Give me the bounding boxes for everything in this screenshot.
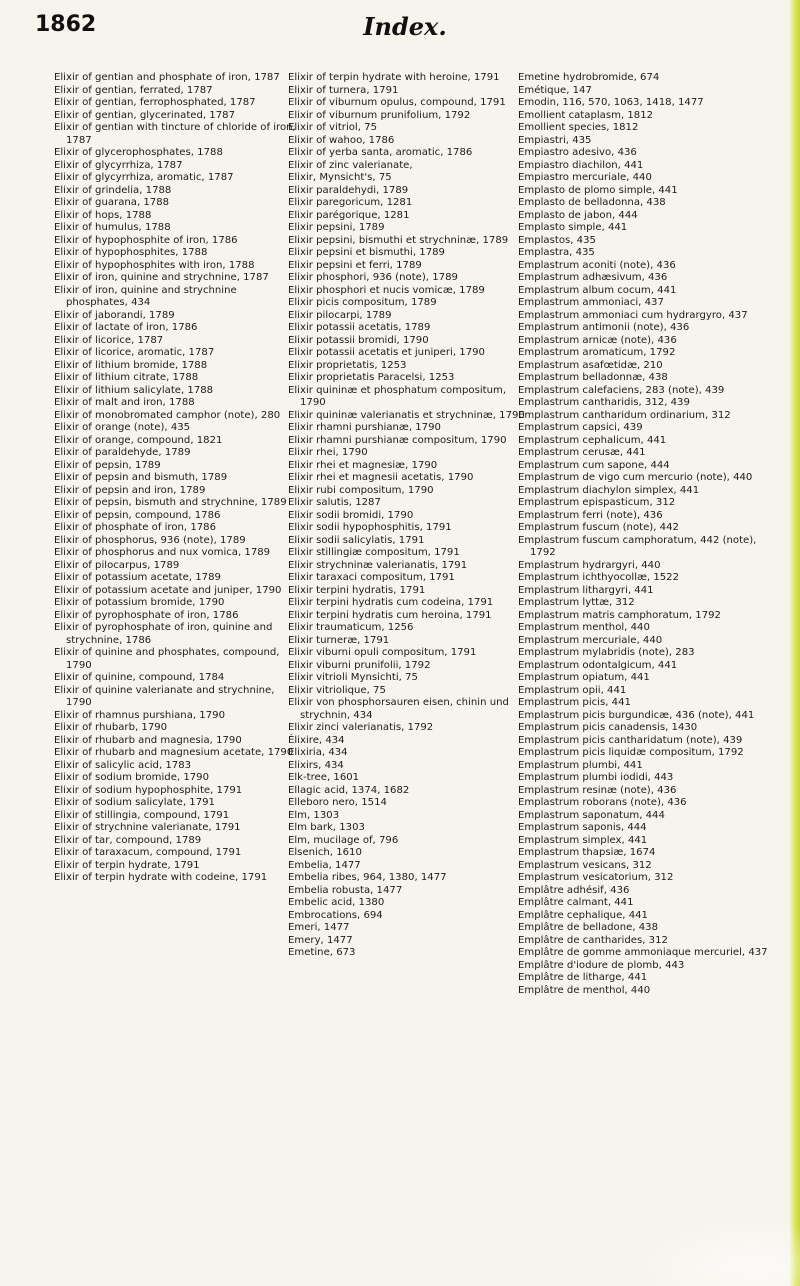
index-entry: Elixir of iron, quinine and strychnine, 1787 [54,272,269,283]
index-entry: Elixir rhei, 1790 [288,447,368,458]
index-entry: Emplastrum album cocum, 441 [518,284,677,296]
index-entry: Elixir of zinc valerianate, [288,159,413,171]
index-entry: Elixir of pyrophosphate of iron, quinine and strychnine, 1786 [54,622,273,646]
index-entry: Elixir of pepsin and iron, 1789 [54,484,206,496]
index-entry: Elixir of viburnum prunifolium, 1792 [288,109,471,121]
index-entry: Elixir sodii hypophosphitis, 1791 [288,522,452,533]
index-entry: Emplastrum antimonii (note), 436 [518,322,690,333]
index-entry: Emplasto de belladonna, 438 [518,197,666,208]
index-entry: Emplastrum thapsiæ, 1674 [518,847,656,858]
index-entry: Elixir strychninæ valerianatis, 1791 [288,559,468,571]
index-entry: Elixir phosphori et nucis vomicæ, 1789 [288,284,485,296]
index-entry: Elixir of guarana, 1788 [54,197,170,208]
index-entry: Emplastrum saponatum, 444 [518,809,665,821]
index-entry: Elixir pepsini, 1789 [288,222,385,233]
index-entry: Emplastrum hydrargyri, 440 [518,559,661,571]
index-entry: Elixir stillingiæ compositum, 1791 [288,547,460,558]
index-entry: Elixir of sodium hypophosphite, 1791 [54,784,243,796]
index-entry: Emplastrum vesicans, 312 [518,859,652,871]
index-entry: Elixir of potassium acetate, 1789 [54,572,221,583]
index-entry: Emplastrum aconiti (note), 436 [518,259,676,271]
index-entry: Elixir vitriolique, 75 [288,684,386,696]
index-entry: Elixir of rhamnus purshiana, 1790 [54,709,225,721]
index-entry: Emollient cataplasm, 1812 [518,109,654,121]
index-entry: Emplastrum diachylon simplex, 441 [518,484,700,496]
index-entry: Emery, 1477 [288,934,353,946]
index-entry: Elixir of gentian and phosphate of iron, 1787 [54,72,280,83]
index-column-1 [54,72,299,885]
index-entry: Elixir of rhubarb and magnesia, 1790 [54,734,242,746]
index-entry: Elixir terpini hydratis cum codeina, 1791 [288,597,494,608]
index-entry: Elk-tree, 1601 [288,772,360,783]
index-entry: Elixir of licorice, 1787 [54,334,164,346]
index-entry: Elixir von phosphorsauren eisen, chinin und strychnin, 434 [288,697,509,721]
index-entry: Elixir of rhubarb, 1790 [54,722,168,733]
index-entry: Emeri, 1477 [288,922,350,933]
index-entry: Elixir of turnera, 1791 [288,84,399,96]
index-entry: Elixir terpini hydratis, 1791 [288,584,426,596]
index-entry: Emplastrum opiatum, 441 [518,672,650,683]
index-entry: Emplastrum picis canadensis, 1430 [518,722,698,733]
index-entry: Elixir of hops, 1788 [54,209,152,221]
index-entry: Emplastrum plumbi iodidi, 443 [518,772,674,783]
index-entry: Emplastrum opii, 441 [518,684,627,696]
index-entry: Elixir of orange, compound, 1821 [54,434,223,446]
index-entry: Empiastro diachilon, 441 [518,159,644,171]
index-entry: Emplastrum aromaticum, 1792 [518,347,676,358]
index-entry: Emplastrum fuscum (note), 442 [518,522,679,533]
index-entry: Emplastrum calefaciens, 283 (note), 439 [518,384,725,396]
index-entry: Élixire, 434 [288,734,345,746]
index-entry: Elixir of phosphorus and nux vomica, 1789 [54,547,271,558]
index-entry: Emplastrum menthol, 440 [518,622,650,633]
index-entry: Elixir of potassium acetate and juniper, 1790 [54,584,282,596]
index-entry: Elixir of taraxacum, compound, 1791 [54,847,242,858]
index-entry: Elixir of lithium salicylate, 1788 [54,384,214,396]
index-entry: Elixir of hypophosphites, 1788 [54,247,208,258]
index-entry: Elixir picis compositum, 1789 [288,297,437,308]
index-entry: Emollient species, 1812 [518,122,639,133]
index-entry: Elixir quininæ valerianatis et strychninæ, 1790 [288,409,525,421]
index-entry: Emplâtre de litharge, 441 [518,972,648,983]
index-entry: Elixir taraxaci compositum, 1791 [288,572,455,583]
page-header [35,10,775,50]
index-entry: Emplastrum de vigo cum mercurio (note), 440 [518,472,753,483]
index-entry: Emplasto simple, 441 [518,222,628,233]
index-entry: Elixir of orange (note), 435 [54,422,191,433]
index-entry: Elixir pepsini, bismuthi et strychninæ, 1789 [288,234,509,246]
index-entry: Elixir of vitriol, 75 [288,122,377,133]
index-entry: Elixir of phosphate of iron, 1786 [54,522,217,533]
index-entry: Elixir of paraldehyde, 1789 [54,447,191,458]
index-entry: Elixir of yerba santa, aromatic, 1786 [288,147,473,158]
index-entry: Elixir quininæ et phosphatum compositum, 1790 [288,384,507,408]
index-entry: Elixir rubi compositum, 1790 [288,484,434,496]
index-entry: Elixir of glycyrrhiza, 1787 [54,159,183,171]
index-entry: Elixir proprietatis, 1253 [288,359,407,371]
index-entry: Emplastrum cephalicum, 441 [518,434,667,446]
index-entry: Emplâtre de menthol, 440 [518,984,651,996]
index-column-2 [288,72,533,960]
index-entry: Emplastrum matris camphoratum, 1792 [518,609,721,621]
index-entry: Elixir of hypophosphite of iron, 1786 [54,234,238,246]
index-entry: Elixir of sodium bromide, 1790 [54,772,210,783]
index-entry: Emplasto de jabon, 444 [518,209,638,221]
index-entry: Elixir of pepsin, 1789 [54,459,161,471]
index-entry: Emplastrum picis burgundicæ, 436 (note), 441 [518,709,755,721]
page-edge-strip [790,0,800,1286]
index-entry: Elixir of iron, quinine and strychnine phosphates, 434 [54,284,237,308]
index-entry: Elixir of pepsin, compound, 1786 [54,509,221,521]
index-entry: Elixir of gentian, glycerinated, 1787 [54,109,235,121]
index-entry: Embelic acid, 1380 [288,897,385,908]
index-entry: Emplastrum picis cantharidatum (note), 439 [518,734,743,746]
page-glare [640,1220,800,1286]
index-entry: Elixir rhamni purshianæ, 1790 [288,422,441,433]
index-entry: Emplastrum fuscum camphoratum, 442 (note), 1792 [518,534,757,558]
index-entry: Elixir of lactate of iron, 1786 [54,322,198,333]
index-entry: Elixir of pepsin and bismuth, 1789 [54,472,228,483]
index-entry: Emplastrum cum sapone, 444 [518,459,670,471]
index-entry: Embrocations, 694 [288,909,383,921]
index-entry: Elixir phosphori, 936 (note), 1789 [288,272,458,283]
index-entry: Emplastra, 435 [518,247,595,258]
index-entry: Emplastrum resinæ (note), 436 [518,784,677,796]
index-entry: Emétique, 147 [518,84,592,96]
index-entry: Emplâtre d'iodure de plomb, 443 [518,959,685,971]
index-entry: Elixir of lithium citrate, 1788 [54,372,199,383]
index-entry: Emplastrum picis liquidæ compositum, 1792 [518,747,744,758]
index-entry: Emplastrum lithargyri, 441 [518,584,654,596]
index-entry: Emplastrum asafœtidæ, 210 [518,359,663,371]
page-year: 1862 [35,12,97,37]
index-entry: Emplastrum picis, 441 [518,697,631,708]
index-entry: Elixir of stillingia, compound, 1791 [54,809,230,821]
index-entry: Emplâtre de gomme ammoniaque mercuriel, 437 [518,947,768,958]
index-entry: Elixir of tar, compound, 1789 [54,834,202,846]
index-entry: Elixir of humulus, 1788 [54,222,171,233]
index-entry: Elixir viburni opuli compositum, 1791 [288,647,477,658]
index-entry: Emplastrum capsici, 439 [518,422,643,433]
index-entry: Emplastrum cantharidis, 312, 439 [518,397,690,408]
index-entry: Emplâtre de cantharides, 312 [518,934,668,946]
index-entry: Emodin, 116, 570, 1063, 1418, 1477 [518,97,704,108]
index-entry: Emetine, 673 [288,947,356,958]
index-entry: Elixir sodii salicylatis, 1791 [288,534,425,546]
index-entry: Elixir viburni prunifolii, 1792 [288,659,431,671]
index-entry: Emplastrum belladonnæ, 438 [518,372,668,383]
index-entry: Elixir vitrioli Mynsichti, 75 [288,672,418,683]
index-entry: Elixir of quinine and phosphates, compound, 1790 [54,647,280,671]
index-entry: Elm bark, 1303 [288,822,365,833]
index-entry: Emplâtre adhésif, 436 [518,884,630,896]
index-entry: Embelia, 1477 [288,859,361,871]
index-entry: Elixir terpini hydratis cum heroina, 1791 [288,609,492,621]
index-entry: Elixir of phosphorus, 936 (note), 1789 [54,534,246,546]
index-entry: Elixir paregoricum, 1281 [288,197,413,208]
index-entry: Elixir of gentian, ferrophosphated, 1787 [54,97,256,108]
index-entry: Elixir of pilocarpus, 1789 [54,559,180,571]
index-entry: Emplastrum simplex, 441 [518,834,648,846]
index-entry: Elixir of licorice, aromatic, 1787 [54,347,215,358]
index-entry: Elixir of gentian with tincture of chloride of iron, 1787 [54,122,296,146]
index-entry: Elixir potassii acetatis, 1789 [288,322,431,333]
index-entry: Elixir of sodium salicylate, 1791 [54,797,215,808]
index-entry: Elixir of viburnum opulus, compound, 1791 [288,97,506,108]
index-entry: Elixir of rhubarb and magnesium acetate, 1790 [54,747,294,758]
index-entry: Elixir of glycerophosphates, 1788 [54,147,223,158]
index-entry: Embelia robusta, 1477 [288,884,403,896]
index-entry: Elixir salutis, 1287 [288,497,381,508]
index-entry: Elixir paraldehydi, 1789 [288,184,409,196]
index-entry: Elixir of salicylic acid, 1783 [54,759,192,771]
index-column-3 [518,72,780,997]
index-entry: Emetine hydrobromide, 674 [518,72,660,83]
index-entry: Emplastrum mylabridis (note), 283 [518,647,695,658]
index-entry: Elixir of lithium bromide, 1788 [54,359,208,371]
index-entry: Elixir potassii bromidi, 1790 [288,334,429,346]
index-entry: Emplâtre cephalique, 441 [518,909,648,921]
index-entry: Elixir pepsini et ferri, 1789 [288,259,422,271]
index-entry: Emplastrum ammoniaci cum hydrargyro, 437 [518,309,748,321]
index-entry: Elixir of quinine valerianate and strychnine, 1790 [54,684,275,708]
index-entry: Emplastrum cerusæ, 441 [518,447,646,458]
index-entry: Ellagic acid, 1374, 1682 [288,784,410,796]
index-entry: Emplastrum mercuriale, 440 [518,634,663,646]
index-entry: Elixir of pyrophosphate of iron, 1786 [54,609,239,621]
index-entry: Elixir of terpin hydrate, 1791 [54,859,200,871]
index-entry: Emplâtre calmant, 441 [518,897,634,908]
index-entry: Elixir of malt and iron, 1788 [54,397,195,408]
index-entry: Elixir, Mynsicht's, 75 [288,172,392,183]
index-entry: Elixir potassii acetatis et juniperi, 1790 [288,347,485,358]
index-entry: Embelia ribes, 964, 1380, 1477 [288,872,447,883]
index-entry: Emplastrum arnicæ (note), 436 [518,334,677,346]
index-entry: Empiastro mercuriale, 440 [518,172,652,183]
index-entry: Elleboro nero, 1514 [288,797,387,808]
index-entry: Emplastrum plumbi, 441 [518,759,643,771]
index-entry: Elixir proprietatis Paracelsi, 1253 [288,372,455,383]
index-entry: Emplastrum ferri (note), 436 [518,509,663,521]
index-entry: Elixir of wahoo, 1786 [288,134,395,146]
index-entry: Elixir of quinine, compound, 1784 [54,672,225,683]
page-title: Index. [363,12,447,41]
index-entry: Emplâtre de belladone, 438 [518,922,659,933]
index-entry: Emplastrum adhæsivum, 436 [518,272,668,283]
index-entry: Elixir of potassium bromide, 1790 [54,597,225,608]
index-entry: Emplastos, 435 [518,234,596,246]
index-entry: Elixir of jaborandi, 1789 [54,309,175,321]
index-entry: Elixir traumaticum, 1256 [288,622,414,633]
index-entry: Elixir of terpin hydrate with heroine, 1791 [288,72,500,83]
index-entry: Emplastrum ichthyocollæ, 1522 [518,572,680,583]
index-entry: Emplastrum odontalgicum, 441 [518,659,678,671]
index-entry: Emplastrum ammoniaci, 437 [518,297,664,308]
index-entry: Elixir pepsini et bismuthi, 1789 [288,247,445,258]
index-entry: Elixir rhei et magnesii acetatis, 1790 [288,472,474,483]
index-entry: Empiastro adesivo, 436 [518,147,637,158]
index-entry: Elixir sodii bromidi, 1790 [288,509,414,521]
index-entry: Emplastrum lyttæ, 312 [518,597,635,608]
index-entry: Empiastri, 435 [518,134,592,146]
index-entry: Elixir of hypophosphites with iron, 1788 [54,259,255,271]
index-entry: Emplastrum roborans (note), 436 [518,797,687,808]
index-entry: Elixiria, 434 [288,747,348,758]
index-entry: Elixir pilocarpi, 1789 [288,309,392,321]
index-entry: Emplastrum cantharidum ordinarium, 312 [518,409,731,421]
index-entry: Emplastrum epispasticum, 312 [518,497,676,508]
index-entry: Elixir rhei et magnesiæ, 1790 [288,459,438,471]
index-entry: Emplastrum saponis, 444 [518,822,647,833]
index-entry: Elixir of gentian, ferrated, 1787 [54,84,213,96]
index-entry: Elixir of grindelia, 1788 [54,184,172,196]
index-entry: Elixir turneræ, 1791 [288,634,390,646]
index-entry: Elixir of monobromated camphor (note), 280 [54,409,281,421]
index-entry: Elixir of glycyrrhiza, aromatic, 1787 [54,172,234,183]
index-entry: Elsenich, 1610 [288,847,362,858]
index-entry: Elixir zinci valerianatis, 1792 [288,722,434,733]
index-entry: Elixir parégorique, 1281 [288,209,410,221]
index-entry: Elixir of pepsin, bismuth and strychnine, 1789 [54,497,287,508]
index-entry: Elixirs, 434 [288,759,344,771]
index-entry: Elixir of terpin hydrate with codeine, 1791 [54,872,268,883]
index-entry: Emplasto de plomo simple, 441 [518,184,678,196]
index-entry: Elixir of strychnine valerianate, 1791 [54,822,241,833]
index-entry: Elm, 1303 [288,809,340,821]
index-entry: Emplastrum vesicatorium, 312 [518,872,674,883]
index-entry: Elixir rhamni purshianæ compositum, 1790 [288,434,507,446]
index-entry: Elm, mucilage of, 796 [288,834,399,846]
